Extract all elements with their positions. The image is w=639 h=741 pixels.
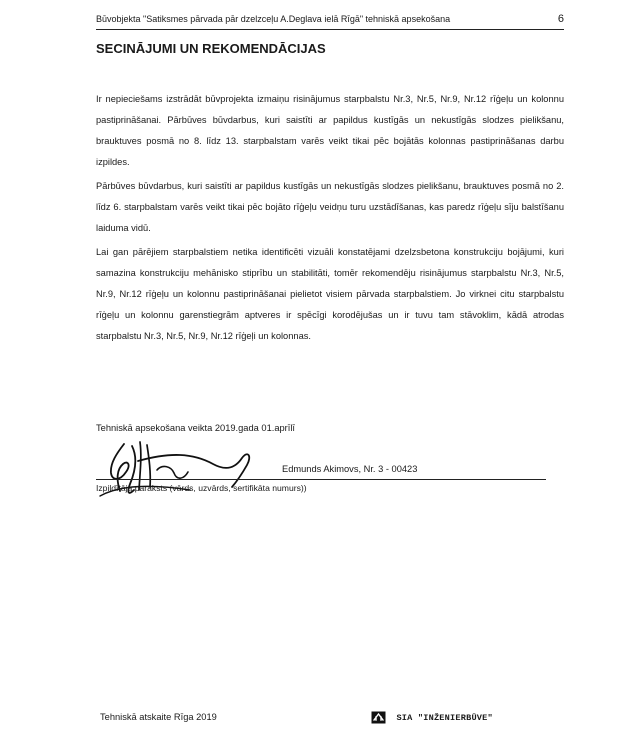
page-number: 6 bbox=[557, 13, 564, 25]
inspection-date: Tehniskā apsekošana veikta 2019.gada 01.aprīlī bbox=[96, 423, 295, 433]
company-footer bbox=[371, 709, 571, 725]
signer-name: Edmunds Akimovs, Nr. 3 - 00423 bbox=[282, 464, 418, 474]
signature-caption: Izpildītāja paraksts (vārds, uzvārds, sertifikāta numurs)) bbox=[96, 483, 307, 493]
section-title: SECINĀJUMI UN REKOMENDĀCIJAS bbox=[96, 41, 326, 56]
document-header-title: Būvobjekta "Satiksmes pārvada pār dzelzceļu A.Deglava ielā Rīgā" tehniskā apsekošana bbox=[96, 14, 451, 24]
header-divider bbox=[96, 29, 564, 30]
inzenierbuve-logo-icon bbox=[371, 711, 386, 724]
recommendation-paragraph-2: Pārbūves būvdarbus, kuri saistīti ar papildus kustīgās un nekustīgās slodzes pielikšanu, brauktuves posmā no 2. līdz 6. starpbalstam varēs veikt tikai pēc bojāto rīģeļu veidņu turu uzstādīšanas, kas paredz rīģeļu sīju balstīšanu laiduma vidū. bbox=[96, 181, 564, 233]
signature-line bbox=[96, 479, 546, 480]
recommendation-paragraph-1: Ir nepieciešams izstrādāt būvprojekta izmaiņu risinājumus starpbalstu Nr.3, Nr.5, Nr.9, Nr.12 rīģeļu un kolonnu pastiprināšanai. Pārbūves būvdarbus, kuri saistīti ar papildus kustīgās un nekustīgās slodzes pielikšanu, brauktuves posmā no 8. līdz 13. starpbalstam varēs veikt tikai pēc bojātās kolonnas pastiprināšanas darbu izpildes. bbox=[96, 94, 564, 167]
report-footer-text: Tehniskā atskaite Rīga 2019 bbox=[100, 712, 217, 722]
recommendation-paragraph-3: Lai gan pārējiem starpbalstiem netika identificēti vizuāli konstatējami dzelzsbetona konstrukciju bojājumi, kuri samazina konstrukciju mehānisko stiprību un stabilitāti, tomēr rekomendēju risinājumus starpbalstu Nr.3, Nr.5, Nr.9, Nr.12 rīģeļu un kolonnu pastiprināšanai pielietot visiem pārvada starpbalstiem. Jo virknei citu starpbalstu rīģeļu un kolonnu garenstiegrām aptveres ir spēcīgi korodējušas un ir tuvu tam stāvoklim, kādā atrodas starpbalstu Nr.3, Nr.5, Nr.9, Nr.12 rīģeļi un kolonnas. bbox=[96, 247, 564, 341]
company-name: SIA "INŽENIERBŪVE" bbox=[396, 712, 493, 723]
